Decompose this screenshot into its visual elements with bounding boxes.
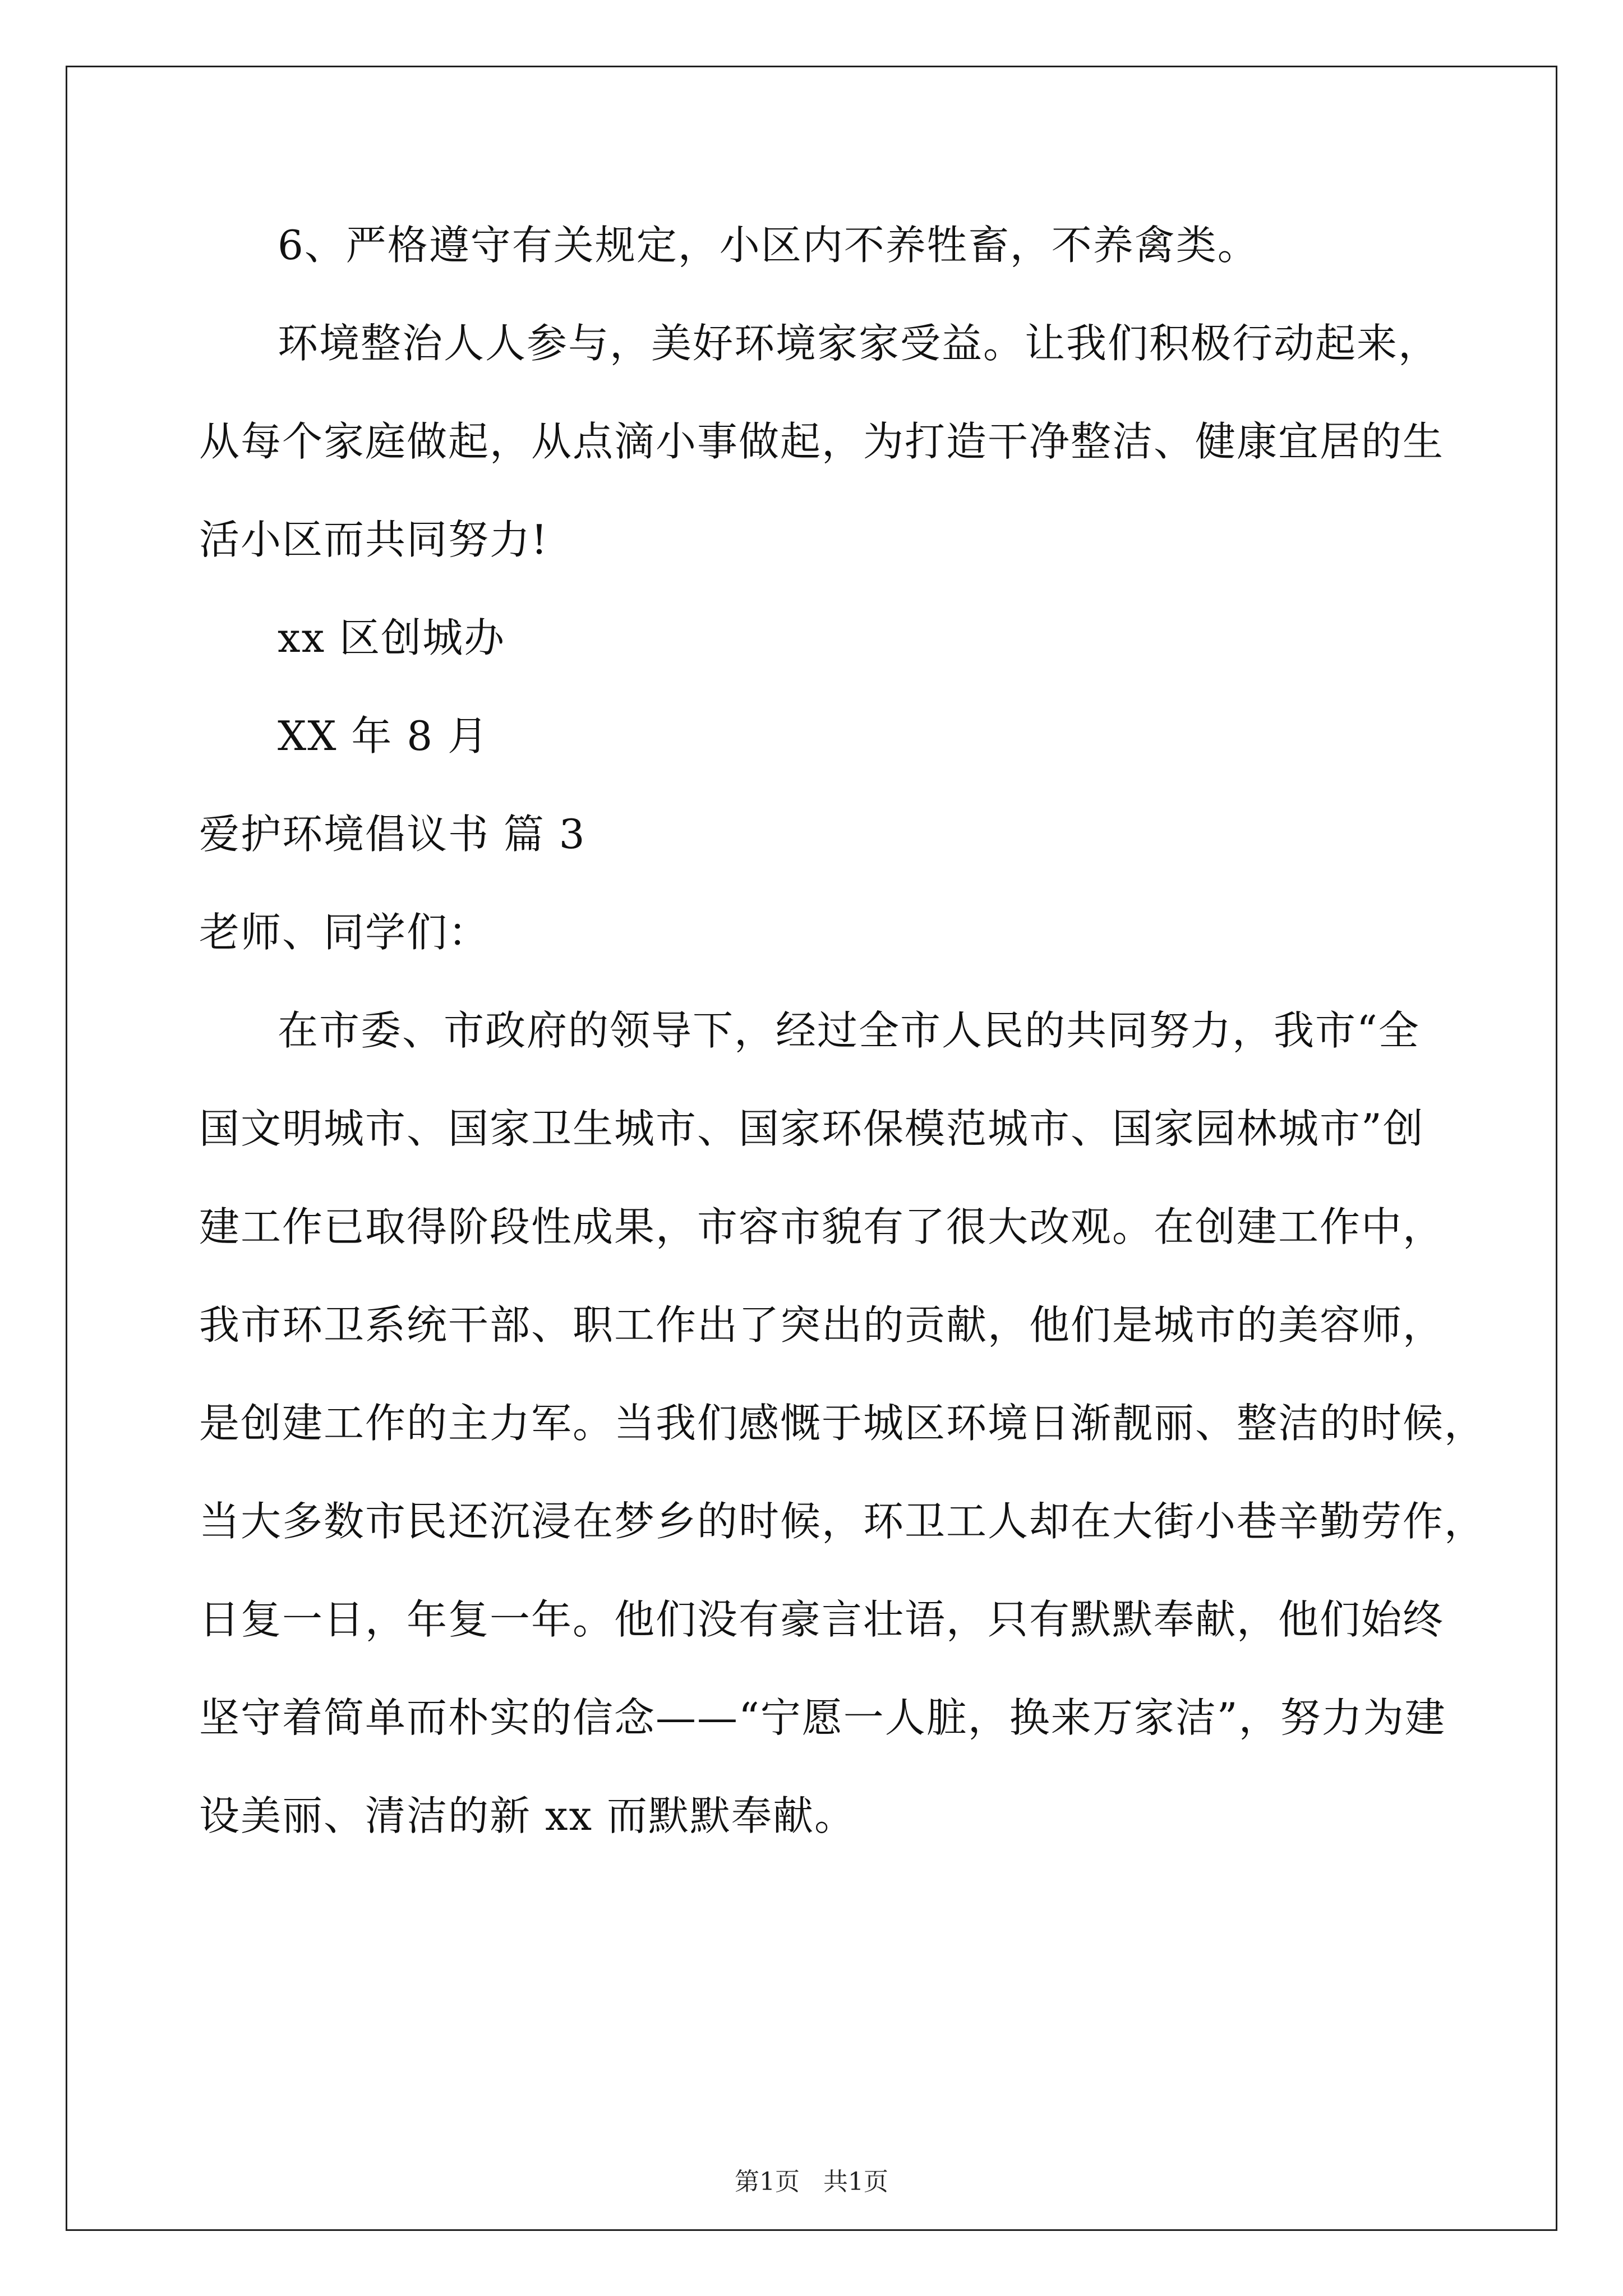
page-number-current: 第1页: [735, 2168, 800, 2196]
page-number-total: 共1页: [823, 2168, 888, 2196]
section-heading: 爱护环境倡议书 篇 3: [199, 811, 586, 858]
paragraph-line: 我市环卫系统干部、职工作出了突出的贡献，他们是城市的美容师，: [199, 1301, 1445, 1349]
signature-date: XX 年 8 月: [278, 712, 489, 760]
paragraph-line: 日复一日，年复一年。他们没有豪言壮语，只有默默奉献，他们始终: [199, 1596, 1445, 1643]
paragraph-line: 环境整治人人参与，美好环境家家受益。让我们积极行动起来，: [278, 320, 1440, 367]
paragraph-line: 建工作已取得阶段性成果，市容市貌有了很大改观。在创建工作中，: [199, 1203, 1445, 1250]
paragraph-line: 是创建工作的主力军。当我们感慨于城区环境日渐靓丽、整洁的时候，: [199, 1400, 1486, 1447]
signature-organization: xx 区创城办: [278, 614, 506, 661]
paragraph-line: 坚守着简单而朴实的信念——“宁愿一人脏，换来万家洁”，努力为建: [199, 1694, 1446, 1741]
paragraph-line: 设美丽、清洁的新 xx 而默默奉献。: [199, 1792, 856, 1839]
paragraph-line: 国文明城市、国家卫生城市、国家环保模范城市、国家园林城市”创: [199, 1105, 1424, 1152]
paragraph-line: 当大多数市民还沉浸在梦乡的时候，环卫工人却在大街小巷辛勤劳作，: [199, 1498, 1486, 1545]
salutation: 老师、同学们：: [199, 909, 490, 956]
paragraph-line: 活小区而共同努力!: [199, 516, 548, 563]
paragraph-line: 从每个家庭做起，从点滴小事做起，为打造干净整洁、健康宜居的生: [199, 418, 1445, 465]
paragraph-line: 在市委、市政府的领导下，经过全市人民的共同努力，我市“全: [278, 1007, 1420, 1054]
paragraph-line: 6、严格遵守有关规定，小区内不养牲畜，不养禽类。: [278, 222, 1259, 269]
page-footer: [0, 2165, 1623, 2199]
